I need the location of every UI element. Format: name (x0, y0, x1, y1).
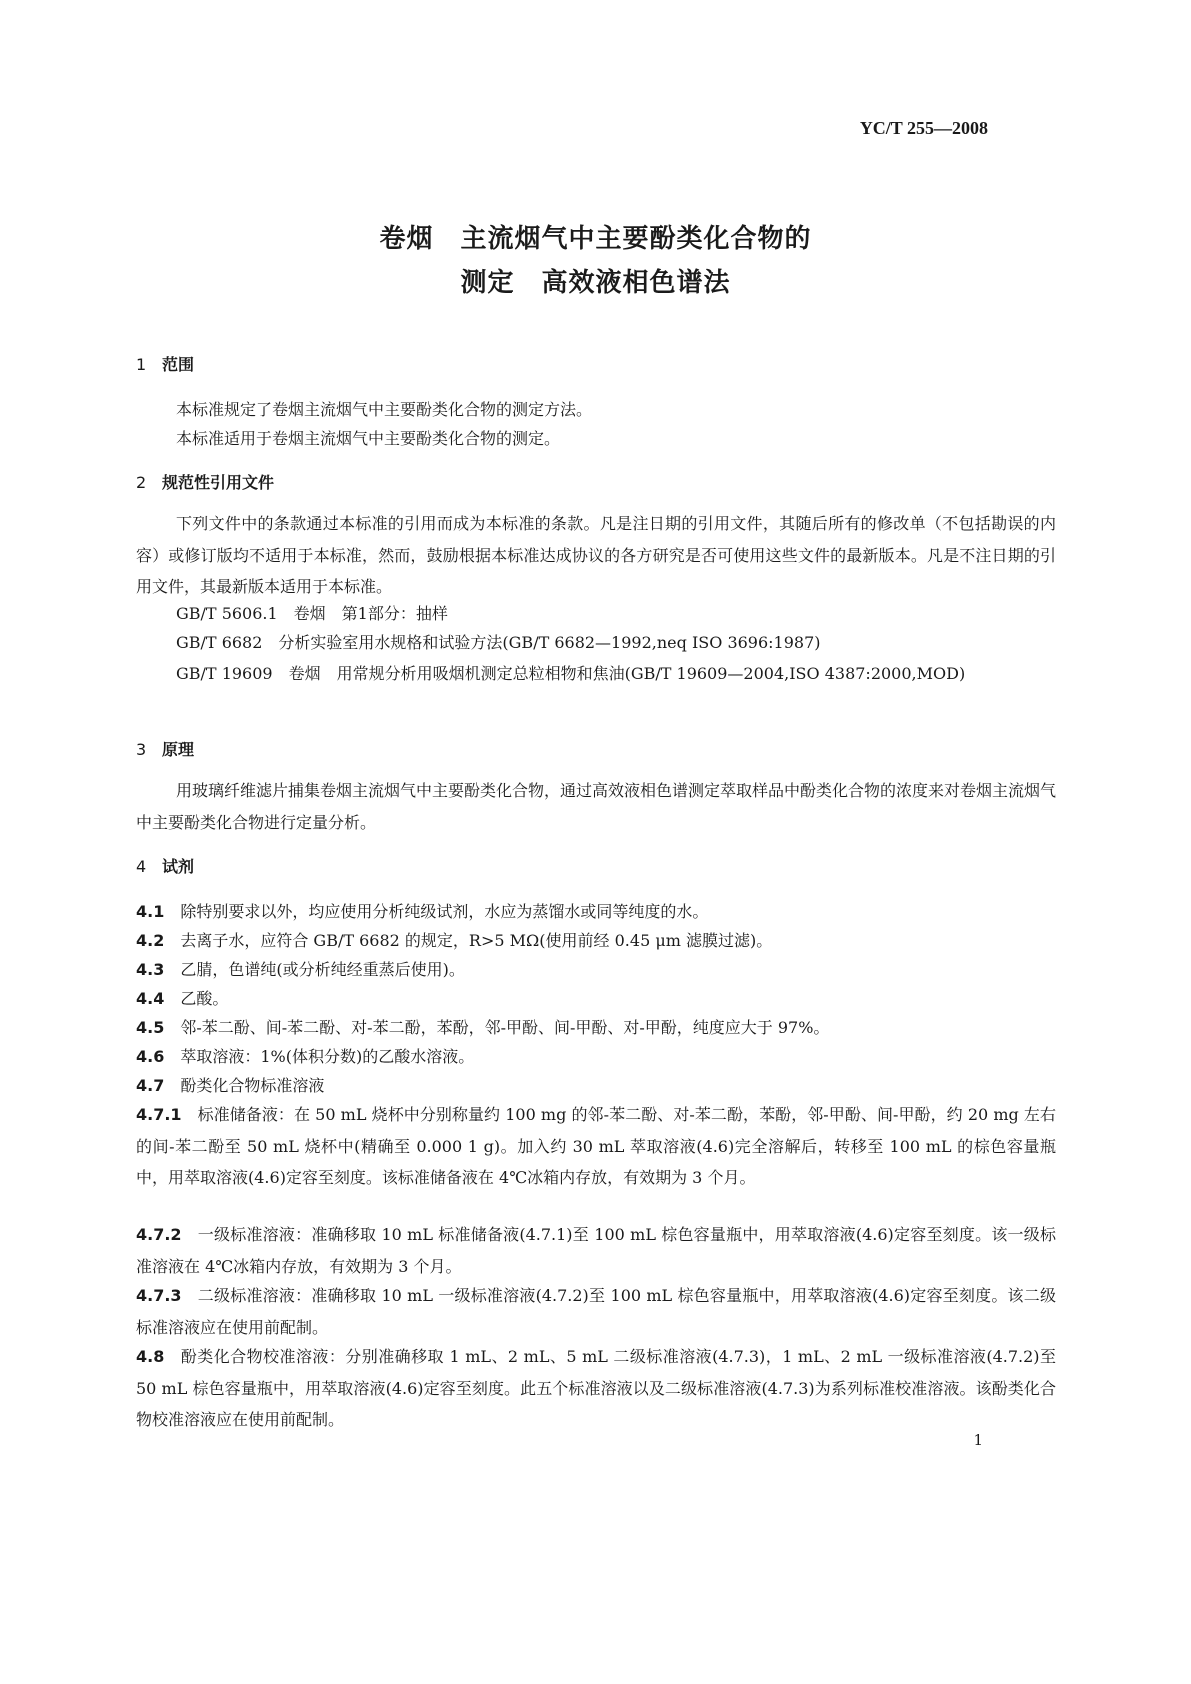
reference-item: GB/T 6682 分析实验室用水规格和试验方法(GB/T 6682—1992,neq ISO 3696:1987) (176, 633, 821, 652)
section-heading-scope (136, 352, 194, 375)
section-title: 原理 (162, 740, 195, 759)
clause-text: 乙腈，色谱纯(或分析纯经重蒸后使用)。 (180, 960, 465, 979)
clause-item (136, 1070, 1056, 1102)
paragraph: 本标准规定了卷烟主流烟气中主要酚类化合物的测定方法。 (176, 400, 593, 419)
page-number: 1 (973, 1431, 983, 1449)
paragraph: 本标准适用于卷烟主流烟气中主要酚类化合物的测定。 (176, 429, 561, 448)
clause-text: 除特别要求以外，均应使用分析纯级试剂，水应为蒸馏水或同等纯度的水。 (180, 902, 709, 921)
clause-number: 4.1 (136, 902, 165, 921)
reference-item: GB/T 5606.1 卷烟 第1部分：抽样 (176, 604, 448, 623)
clause-number: 4.7.3 (136, 1286, 182, 1305)
section-heading-reagents (136, 854, 194, 877)
clause-text: 二级标准溶液：准确移取 10 mL 一级标准溶液(4.7.2)至 100 mL 棕色容量瓶中，用萃取溶液(4.6)定容至刻度。该二级标准溶液应在使用前配制。 (136, 1286, 1056, 1337)
paragraph: 用玻璃纤维滤片捕集卷烟主流烟气中主要酚类化合物，通过高效液相色谱测定萃取样品中酚类化合物的浓度来对卷烟主流烟气中主要酚类化合物进行定量分析。 (136, 781, 1057, 832)
clause-item (136, 983, 1056, 1015)
clause-number: 4.7.1 (136, 1105, 182, 1124)
section-heading-normative-references (136, 470, 274, 493)
clause-number: 4.8 (136, 1347, 165, 1366)
document-code: YC/T 255—2008 (859, 118, 988, 138)
section-heading-principle (136, 737, 194, 760)
document-title-line2: 测定 高效液相色谱法 (460, 268, 731, 298)
clause-number: 4.3 (136, 960, 165, 979)
clause-text: 一级标准溶液：准确移取 10 mL 标准储备液(4.7.1)至 100 mL 棕色容量瓶中，用萃取溶液(4.6)定容至刻度。该一级标准溶液在 4℃冰箱内存放，有效期为 3 个月。 (136, 1225, 1056, 1276)
section-title: 试剂 (162, 857, 195, 876)
section-number: 1 (136, 355, 147, 374)
clause-item (136, 1012, 1056, 1044)
section-number: 2 (136, 473, 147, 492)
clause-item (136, 896, 1056, 928)
clause-number: 4.5 (136, 1018, 165, 1037)
section-number: 4 (136, 857, 147, 876)
section-title: 规范性引用文件 (162, 473, 275, 492)
clause-text: 酚类化合物校准溶液：分别准确移取 1 mL、2 mL、5 mL 二级标准溶液(4.7.3)，1 mL、2 mL 一级标准溶液(4.7.2)至 50 mL 棕色容量瓶中，用萃取溶液(4.6)定容至刻度。此五个标准溶液以及二级标准溶液(4.7.3)为系列标准校准溶液。该酚类化合物校准溶液应在使用前配制。 (136, 1347, 1056, 1429)
clause-text: 去离子水，应符合 GB/T 6682 的规定，R>5 MΩ(使用前经 0.45 μm 滤膜过滤)。 (180, 931, 773, 950)
clause-item (136, 1041, 1056, 1073)
clause-number: 4.7.2 (136, 1225, 182, 1244)
clause-item (136, 1219, 1056, 1282)
section-number: 3 (136, 740, 147, 759)
clause-number: 4.6 (136, 1047, 165, 1066)
clause-text: 乙酸。 (180, 989, 229, 1008)
clause-text: 萃取溶液：1%(体积分数)的乙酸水溶液。 (180, 1047, 475, 1066)
clause-number: 4.4 (136, 989, 165, 1008)
clause-item (136, 925, 1056, 957)
clause-item (136, 1341, 1056, 1436)
clause-number: 4.7 (136, 1076, 165, 1095)
clause-item (136, 1280, 1056, 1343)
clause-item (136, 1099, 1056, 1194)
paragraph: 下列文件中的条款通过本标准的引用而成为本标准的条款。凡是注日期的引用文件，其随后所有的修改单（不包括勘误的内容）或修订版均不适用于本标准，然而，鼓励根据本标准达成协议的各方研究是否可使用这些文件的最新版本。凡是不注日期的引用文件，其最新版本适用于本标准。 (136, 514, 1056, 596)
reference-item: GB/T 19609 卷烟 用常规分析用吸烟机测定总粒相物和焦油(GB/T 19609—2004,ISO 4387:2000,MOD) (176, 664, 966, 683)
clause-item (136, 954, 1056, 986)
clause-text: 标准储备液：在 50 mL 烧杯中分别称量约 100 mg 的邻-苯二酚、对-苯二酚，苯酚，邻-甲酚、间-甲酚，约 20 mg 左右的间-苯二酚至 50 mL 烧杯中(精确至 0.000 1 g)。加入约 30 mL 萃取溶液(4.6)完全溶解后，转移至 100 mL 的棕色容量瓶中，用萃取溶液(4.6)定容至刻度。该标准储备液在 4℃冰箱内存放，有效期为 3 个月。 (136, 1105, 1056, 1187)
clause-number: 4.2 (136, 931, 165, 950)
clause-text: 邻-苯二酚、间-苯二酚、对-苯二酚，苯酚，邻-甲酚、间-甲酚、对-甲酚，纯度应大于 97%。 (180, 1018, 830, 1037)
clause-text: 酚类化合物标准溶液 (180, 1076, 325, 1095)
document-title-line1: 卷烟 主流烟气中主要酚类化合物的 (379, 224, 812, 254)
section-title: 范围 (162, 355, 195, 374)
